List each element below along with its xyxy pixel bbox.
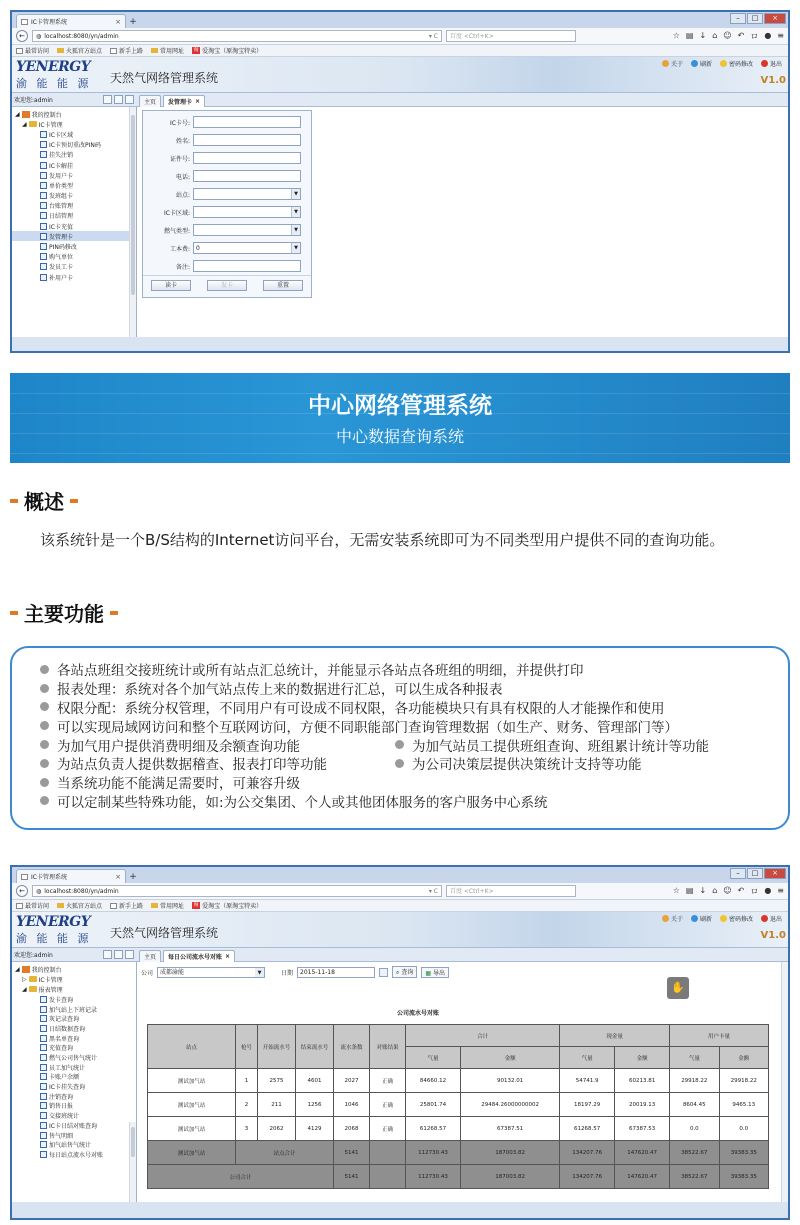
collapse-icon[interactable] — [114, 95, 123, 104]
bookmarks-bar — [12, 900, 788, 912]
menu-icon[interactable]: ≡ — [777, 30, 784, 40]
features-heading: 主要功能 — [10, 598, 118, 627]
field-label: IC卡号: — [170, 119, 190, 127]
table-row: 测试加气站 1 2575 4601 2027 正确 84660.12 90132.01 54741.9 60213.81 29918.22 29918.22 — [148, 1069, 769, 1093]
exit-icon — [761, 915, 768, 922]
banner-subtitle: 中心数据查询系统 — [335, 427, 464, 446]
download-icon[interactable]: ↓ — [699, 885, 707, 895]
search-input[interactable]: 百度 <Ctrl+K> — [446, 885, 576, 897]
tree-item[interactable]: 台账管理 — [12, 201, 136, 211]
tree-item[interactable]: 购气单位 — [12, 252, 136, 262]
about-link[interactable]: 关于 — [662, 59, 683, 68]
page-icon — [16, 903, 23, 909]
tree-group[interactable]: ▷ IC卡管理 — [22, 975, 63, 984]
tree-item[interactable]: 交接班统计 — [12, 1111, 136, 1121]
tree-item[interactable]: IC卡预切重改PIN码 — [12, 140, 136, 150]
app-title: 天然气网络管理系统 — [110, 71, 219, 85]
page-icon — [40, 1015, 47, 1022]
bookmark-item[interactable]: 最常访问 — [16, 46, 49, 55]
refresh-link[interactable]: 刷新 — [691, 914, 712, 923]
logout-link[interactable]: 退出 — [761, 59, 782, 68]
tree-item[interactable]: 发员工卡 — [12, 262, 136, 272]
tree-item[interactable]: 加气站售气统计 — [12, 1140, 136, 1150]
search-icon: ⌕ — [396, 969, 400, 976]
tree-item[interactable]: 卡账户余额 — [12, 1072, 136, 1082]
chevron-down-icon[interactable]: ▼ — [291, 207, 300, 217]
form-field[interactable] — [193, 116, 301, 128]
content-pane — [137, 107, 788, 337]
company-label: 公司 — [141, 969, 154, 977]
globe-icon: ◍ — [36, 32, 42, 40]
version-label: V1.0 — [760, 930, 786, 941]
taobao-icon: 淘 — [193, 902, 199, 908]
url-text: localhost:8080/yn/admin — [44, 887, 119, 895]
close-icon[interactable]: × — [115, 17, 121, 26]
app-links — [662, 914, 782, 923]
tree-item[interactable]: IC卡挂失查询 — [12, 1082, 136, 1092]
date-label: 日期 — [281, 969, 294, 977]
banner-title: 中心网络管理系统 — [308, 393, 492, 419]
form-field[interactable] — [193, 170, 301, 182]
page-icon — [40, 263, 47, 270]
password-link[interactable]: 密码修改 — [720, 59, 753, 68]
company-select[interactable]: 成都渝能 ▼ — [157, 967, 265, 978]
page-icon — [110, 903, 117, 909]
house-icon — [662, 915, 669, 922]
chat-icon[interactable]: ☺ — [723, 30, 732, 40]
download-icon[interactable]: ↓ — [699, 30, 707, 40]
form-row — [143, 257, 311, 275]
window-close-button[interactable]: × — [764, 13, 786, 24]
tree-item[interactable]: IC卡充值 — [12, 221, 136, 231]
welcome-text: 欢迎您:admin — [12, 950, 137, 959]
star-icon[interactable]: ☆ — [672, 30, 680, 40]
page-icon — [21, 19, 28, 25]
field-label: 工本费: — [169, 245, 190, 253]
taobao-icon: 淘 — [193, 47, 199, 53]
form-row — [143, 203, 311, 221]
form-row — [143, 149, 311, 167]
page-icon — [40, 192, 47, 199]
tree-item[interactable]: 发管理卡 — [12, 231, 136, 241]
url-text: localhost:8080/yn/admin — [44, 32, 119, 40]
banner — [10, 373, 790, 463]
page-icon — [40, 1064, 47, 1071]
home-icon[interactable]: ⌂ — [712, 885, 718, 895]
browser-window-2 — [10, 865, 790, 1220]
page-icon — [40, 212, 47, 219]
page-icon — [40, 1151, 47, 1158]
tree-item[interactable]: PIN码修改 — [12, 241, 136, 251]
tree-item[interactable]: 每日站点流水号对账 — [12, 1150, 136, 1160]
reader-icon[interactable]: ▤ — [685, 30, 694, 40]
browser-tabbar — [12, 867, 788, 883]
back-icon[interactable]: ← — [16, 885, 28, 897]
overview-heading: 概述 — [10, 486, 78, 515]
tab-issue-admin-card[interactable]: 发管理卡 × — [163, 95, 205, 107]
tree-item[interactable]: 日结管理 — [12, 211, 136, 221]
page-icon — [40, 1093, 47, 1100]
report-title: 公司流水号对账 — [397, 1010, 440, 1017]
form-field[interactable] — [193, 134, 301, 146]
excel-icon: ▦ — [425, 969, 432, 977]
tools-icon[interactable]: ロ — [750, 31, 759, 41]
tree-item[interactable]: 发用户卡 — [12, 170, 136, 180]
search-input[interactable]: 百度 <Ctrl+K> — [446, 30, 576, 42]
welcome-text: 欢迎您:admin — [12, 95, 137, 104]
history-icon[interactable]: ↶ — [737, 30, 745, 40]
tree-group[interactable]: ◢ IC卡管理 — [22, 120, 63, 129]
page-icon — [40, 202, 47, 209]
tree-item[interactable]: 单价类型 — [12, 180, 136, 190]
logo: YENERGY 渝 能 能 源 — [16, 914, 92, 945]
form-row — [143, 113, 311, 131]
menu-icon[interactable]: ≡ — [777, 885, 784, 895]
page-icon — [40, 1044, 47, 1051]
folder-icon — [57, 48, 64, 53]
sidebar — [12, 962, 137, 1202]
home-icon[interactable]: ⌂ — [712, 30, 718, 40]
page-icon — [40, 233, 47, 240]
page-icon — [40, 996, 47, 1003]
star-icon[interactable]: ☆ — [672, 885, 680, 895]
tree-item[interactable]: 挂失注销 — [12, 150, 136, 160]
home-icon — [22, 966, 30, 973]
close-icon[interactable]: × — [225, 952, 231, 960]
window-controls — [730, 13, 786, 24]
bookmark-item[interactable]: 最常访问 — [16, 901, 49, 910]
info-bar — [12, 948, 788, 962]
tree-group[interactable]: ◢ 报表管理 — [22, 985, 63, 994]
chevron-down-icon: ▼ — [255, 968, 264, 977]
page-icon — [40, 1112, 47, 1119]
new-tab-button[interactable]: + — [129, 872, 137, 882]
page-icon — [40, 141, 47, 148]
form-row — [143, 221, 311, 239]
page-icon — [40, 1132, 47, 1139]
tree-item[interactable]: 售气明细 — [12, 1130, 136, 1140]
history-icon[interactable]: ↶ — [737, 885, 745, 895]
read-card-button[interactable]: 读卡 — [151, 280, 191, 291]
grandtotal-row: 公司合计 5141 112730.43 187003.82 134207.76 147620.47 38522.67 39383.35 — [148, 1165, 769, 1189]
browser-tab[interactable] — [16, 14, 126, 28]
key-icon — [720, 915, 727, 922]
hand-icon[interactable]: ✋ — [667, 977, 689, 999]
minimize-button[interactable]: – — [730, 13, 746, 24]
globe-icon: ◍ — [36, 887, 42, 895]
reader-icon[interactable]: ▤ — [685, 885, 694, 895]
collapse-icon[interactable] — [114, 950, 123, 959]
page-icon — [40, 1083, 47, 1090]
tree-item[interactable]: IC卡解挂 — [12, 160, 136, 170]
maximize-button[interactable]: □ — [747, 13, 763, 24]
page-icon — [40, 1054, 47, 1061]
tab-reconciliation[interactable]: 每日公司流水号对账 × — [163, 950, 235, 962]
page-icon — [16, 48, 23, 54]
browser-tab-title: IC卡管理系统 — [31, 19, 67, 26]
browser-tabbar — [12, 12, 788, 28]
sidebar — [12, 107, 137, 337]
tree-item[interactable]: 日结数据查询 — [12, 1024, 136, 1034]
expand-icon[interactable] — [103, 95, 112, 104]
exit-icon — [761, 60, 768, 67]
page-icon — [40, 1141, 47, 1148]
app-header — [12, 912, 788, 948]
tree-item[interactable]: 发卡查询 — [12, 995, 136, 1005]
bookmark-item[interactable]: 火狐官方站点 — [57, 46, 102, 55]
bookmarks-bar — [12, 45, 788, 57]
expand-icon[interactable] — [103, 950, 112, 959]
tree-item[interactable]: 加气站上下班记录 — [12, 1004, 136, 1014]
field-label: 站点: — [175, 191, 190, 199]
refresh-icon — [691, 60, 698, 67]
page-icon — [40, 162, 47, 169]
issue-card-button[interactable]: 发卡 — [207, 280, 247, 291]
page-icon — [40, 1025, 47, 1032]
message-icon[interactable]: ● — [764, 30, 772, 40]
form-field[interactable] — [193, 260, 301, 272]
folder-icon — [29, 986, 37, 992]
list-item: 可以实现局域网访问和整个互联网访问，方便不同职能部门查询管理数据（如生产、财务、管理部门等） — [40, 716, 678, 735]
table-subheader-row: 气量 金额 气量 金额 气量 金额 — [148, 1047, 769, 1069]
app-body — [12, 962, 788, 1202]
nav-tree — [12, 107, 136, 282]
list-item: 报表处理：系统对各个加气站点传上来的数据进行汇总，可以生成各种报表 — [40, 679, 678, 698]
list-item: 为加气用户提供消费明细及余额查询功能 为加气站员工提供班组查询、班组累计统计等功能 — [40, 735, 678, 754]
list-item: 当系统功能不能满足需要时，可兼容升级 — [40, 773, 678, 792]
list-item: 为站点负责人提供数据稽查、报表打印等功能 为公司决策层提供决策统计支持等功能 — [40, 754, 678, 773]
reset-button[interactable]: 重置 — [263, 280, 303, 291]
form-row — [143, 239, 311, 257]
page-icon — [40, 1102, 47, 1109]
tree-item[interactable]: IC卡区域 — [12, 129, 136, 139]
toolbar-icons — [673, 31, 784, 42]
filter-bar — [141, 966, 449, 978]
page-icon — [40, 151, 47, 158]
refresh-icon — [691, 915, 698, 922]
bookmark-item[interactable]: 淘 爱淘宝（原淘宝特卖） — [193, 902, 263, 910]
refresh-tree-icon[interactable] — [125, 95, 134, 104]
tree-item[interactable]: 燃气公司售气统计 — [12, 1053, 136, 1063]
page-icon — [40, 182, 47, 189]
page-icon — [40, 253, 47, 260]
app-body — [12, 107, 788, 337]
tree-item[interactable]: IC卡日结对账查询 — [12, 1121, 136, 1131]
tree-item[interactable]: 补用户卡 — [12, 272, 136, 282]
chevron-down-icon[interactable]: ▼ — [291, 225, 300, 235]
page-icon — [40, 131, 47, 138]
tree-item[interactable]: 充值查询 — [12, 1043, 136, 1053]
form-field[interactable] — [193, 224, 301, 236]
browser-window-1 — [10, 10, 790, 353]
field-label: 姓名: — [175, 137, 190, 145]
bookmark-item[interactable]: 淘 爱淘宝（原淘宝特卖） — [193, 47, 263, 55]
tree-item[interactable]: 员工加气统计 — [12, 1062, 136, 1072]
close-icon[interactable]: × — [115, 872, 121, 881]
folder-icon — [151, 48, 158, 53]
refresh-tree-icon[interactable] — [125, 950, 134, 959]
message-icon[interactable]: ● — [764, 885, 772, 895]
overview-text: 该系统针是一个B/S结构的Internet访问平台，无需安装系统即可为不同类型用户提供不同的查询功能。 — [40, 531, 725, 549]
folder-icon — [151, 903, 158, 908]
form-field[interactable] — [193, 188, 301, 200]
field-label: IC卡区域: — [164, 209, 190, 217]
form-row — [143, 131, 311, 149]
subtotal-row: 测试加气站 站点合计 5141 112730.43 187003.82 134207.76 147620.47 38522.67 39383.35 — [148, 1141, 769, 1165]
tree-root[interactable]: ◢ 我的控制台 — [15, 965, 62, 974]
refresh-link[interactable]: 刷新 — [691, 59, 712, 68]
form-row — [143, 185, 311, 203]
field-label: 证件号: — [169, 155, 190, 163]
url-bar[interactable] — [32, 30, 442, 42]
bookmark-item[interactable]: 常用网址 — [151, 46, 184, 55]
page-icon — [40, 1035, 47, 1042]
field-label: 电话: — [175, 173, 190, 181]
features-box — [10, 646, 790, 830]
tab-home[interactable]: 主页 — [139, 95, 161, 107]
tools-icon[interactable]: ロ — [750, 886, 759, 896]
app-header — [12, 57, 788, 93]
table-row: 测试加气站 2 211 1256 1046 正确 25801.74 29484.26000000002 18197.29 20019.13 8604.45 9465.13 — [148, 1093, 769, 1117]
new-tab-button[interactable]: + — [129, 17, 137, 27]
folder-icon — [29, 121, 37, 127]
table-row: 测试加气站 3 2062 4129 2068 正确 61268.57 67387.51 61268.57 67387.53 0.0 0.0 — [148, 1117, 769, 1141]
tab-home[interactable]: 主页 — [139, 950, 161, 962]
reload-icon[interactable]: ▾ C — [428, 32, 438, 40]
issue-card-form — [142, 110, 312, 298]
bookmark-item[interactable]: 新手上路 — [110, 901, 143, 910]
password-link[interactable]: 密码修改 — [720, 914, 753, 923]
export-button[interactable]: ▦ 导出 — [421, 967, 449, 978]
toolbar-icons — [673, 886, 784, 897]
bookmark-item[interactable]: 新手上路 — [110, 46, 143, 55]
sidebar-scrollbar[interactable] — [129, 1122, 136, 1202]
tree-tools — [103, 950, 137, 959]
logo: YENERGY 渝 能 能 源 — [16, 59, 92, 90]
field-label: 备注: — [175, 263, 190, 271]
window-close-button[interactable]: × — [764, 868, 786, 879]
sidebar-scrollbar[interactable] — [129, 107, 136, 337]
browser-tab-title: IC卡管理系统 — [31, 874, 67, 881]
page-icon — [40, 1122, 47, 1129]
form-field[interactable] — [193, 206, 301, 218]
page-icon — [110, 48, 117, 54]
list-item: 权限分配：系统分权管理，不同用户有可设成不同权限，各功能模块只有具有权限的人才能操作和使用 — [40, 698, 678, 717]
app-title: 天然气网络管理系统 — [110, 926, 219, 940]
logout-link[interactable]: 退出 — [761, 914, 782, 923]
navigation-bar — [12, 883, 788, 900]
content-pane — [137, 962, 788, 1202]
info-bar — [12, 93, 788, 107]
navigation-bar — [12, 28, 788, 45]
page-icon — [40, 223, 47, 230]
house-icon — [662, 60, 669, 67]
content-scrollbar[interactable] — [781, 962, 788, 1202]
page-icon — [40, 274, 47, 281]
list-item: 各站点班组交接班统计或所有站点汇总统计，并能显示各站点各班组的明细，并提供打印 — [40, 660, 678, 679]
date-input[interactable]: 2015-11-18 — [297, 967, 375, 978]
form-buttons — [143, 275, 311, 297]
list-item: 可以定制某些特殊功能，如:为公交集团、个人或其他团体服务的客户服务中心系统 — [40, 792, 678, 811]
features-list — [40, 660, 709, 811]
maximize-button[interactable]: □ — [747, 868, 763, 879]
url-bar[interactable] — [32, 885, 442, 897]
chat-icon[interactable]: ☺ — [723, 885, 732, 895]
tree-tools — [103, 95, 137, 104]
chevron-down-icon[interactable]: ▼ — [291, 243, 300, 253]
about-link[interactable]: 关于 — [662, 914, 683, 923]
query-button[interactable]: ⌕ 查询 — [392, 966, 417, 978]
bookmark-item[interactable]: 火狐官方站点 — [57, 901, 102, 910]
form-field[interactable]: 0 ▼ — [193, 242, 301, 254]
tree-item[interactable]: 灰记录查询 — [12, 1014, 136, 1024]
browser-tab[interactable] — [16, 869, 126, 883]
minimize-button[interactable]: – — [730, 868, 746, 879]
field-label: 燃气类型: — [163, 227, 190, 235]
page-icon — [40, 1006, 47, 1013]
form-field[interactable] — [193, 152, 301, 164]
table-header-row: 站点 枪号 开始流水号 结束流水号 流水条数 对账结果 合计 现金量 用户卡量 — [148, 1025, 769, 1047]
tree-root[interactable]: ◢ 我的控制台 — [15, 110, 62, 119]
tree-item[interactable]: 销售日报 — [12, 1101, 136, 1111]
page-icon — [40, 243, 47, 250]
folder-icon — [29, 976, 37, 982]
reconciliation-table — [147, 1024, 769, 1189]
form-row — [143, 167, 311, 185]
tree-item[interactable]: 发班组卡 — [12, 191, 136, 201]
reload-icon[interactable]: ▾ C — [428, 887, 438, 895]
chevron-down-icon[interactable]: ▼ — [291, 189, 300, 199]
page-icon — [40, 1073, 47, 1080]
page-icon — [21, 874, 28, 880]
key-icon — [720, 60, 727, 67]
tree-item[interactable]: 注销查询 — [12, 1091, 136, 1101]
app-links — [662, 59, 782, 68]
page-icon — [40, 172, 47, 179]
nav-tree — [12, 962, 136, 1159]
calendar-icon[interactable] — [379, 968, 388, 977]
home-icon — [22, 111, 30, 118]
version-label: V1.0 — [760, 75, 786, 86]
tree-item[interactable]: 黑名单查询 — [12, 1033, 136, 1043]
close-icon[interactable]: × — [195, 97, 201, 105]
bookmark-item[interactable]: 常用网址 — [151, 901, 184, 910]
back-icon[interactable]: ← — [16, 30, 28, 42]
window-controls — [730, 868, 786, 879]
folder-icon — [57, 903, 64, 908]
